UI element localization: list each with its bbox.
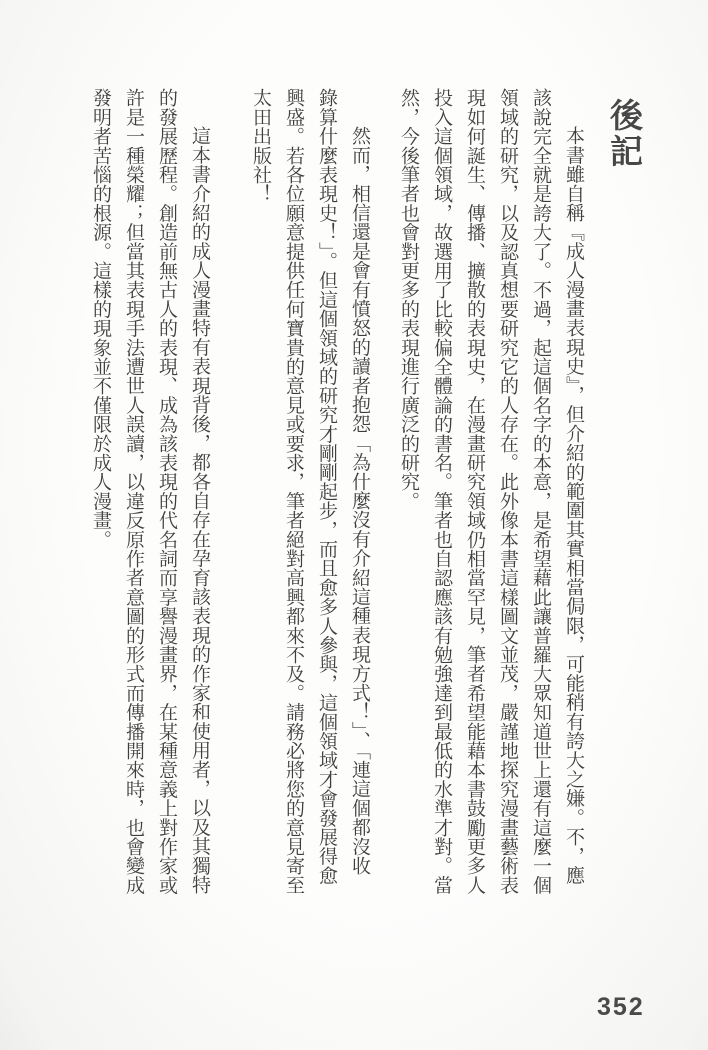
text-column: 然而，相信還是會有憤怒的讀者抱怨「為什麼沒有介紹這種表現方式！」、「連這個都沒收 — [349, 126, 370, 875]
text-column: 太田出版社！ — [250, 88, 271, 204]
afterword-text-block — [84, 88, 646, 895]
text-column: 本書雖自稱『成人漫畫表現史』，但介紹的範圍其實相當侷限，可能稍有誇大之嫌。不，應 — [563, 126, 584, 885]
afterword-title: 後記 — [606, 98, 643, 170]
text-column: 發明者苦惱的根源。這樣的現象並不僅限於成人漫畫。 — [90, 88, 111, 549]
text-column: 該說完全就是誇大了。不過，起這個名字的本意，是希望藉此讓普羅大眾知道世上還有這麼一個 — [530, 88, 551, 895]
text-column: 現如何誕生、傳播、擴散的表現史，在漫畫研究領域仍相當罕見，筆者希望能藉本書鼓勵更多人 — [464, 88, 485, 895]
page-number: 352 — [597, 993, 645, 1021]
text-column: 錄算什麼表現史！」。但這個領域的研究才剛剛起步，而且愈多人參與，這個領域才會發展得愈 — [316, 88, 337, 885]
text-column: 興盛。若各位願意提供任何寶貴的意見或要求，筆者絕對高興都來不及。請務必將您的意見寄至 — [283, 88, 304, 895]
text-column: 這本書介紹的成人漫畫特有表現背後，都各自存在孕育該表現的作家和使用者，以及其獨特 — [189, 126, 210, 894]
text-column: 領域的研究，以及認真想要研究它的人存在。此外像本書這樣圖文並茂，嚴謹地探究漫畫藝術表 — [497, 88, 518, 895]
text-column: 許是一種榮耀；但當其表現手法遭世人誤讀，以違反原作者意圖的形式而傳播開來時，也會變成 — [123, 88, 144, 895]
text-column: 的發展歷程。創造前無古人的表現、成為該表現的代名詞而享譽漫畫界，在某種意義上對作家或 — [156, 88, 177, 895]
text-column: 然，今後筆者也會對更多的表現進行廣泛的研究。 — [398, 88, 419, 511]
text-column: 投入這個領域，故選用了比較偏全體論的書名。筆者也自認應該有勉強達到最低的水準才對。當 — [431, 88, 452, 895]
